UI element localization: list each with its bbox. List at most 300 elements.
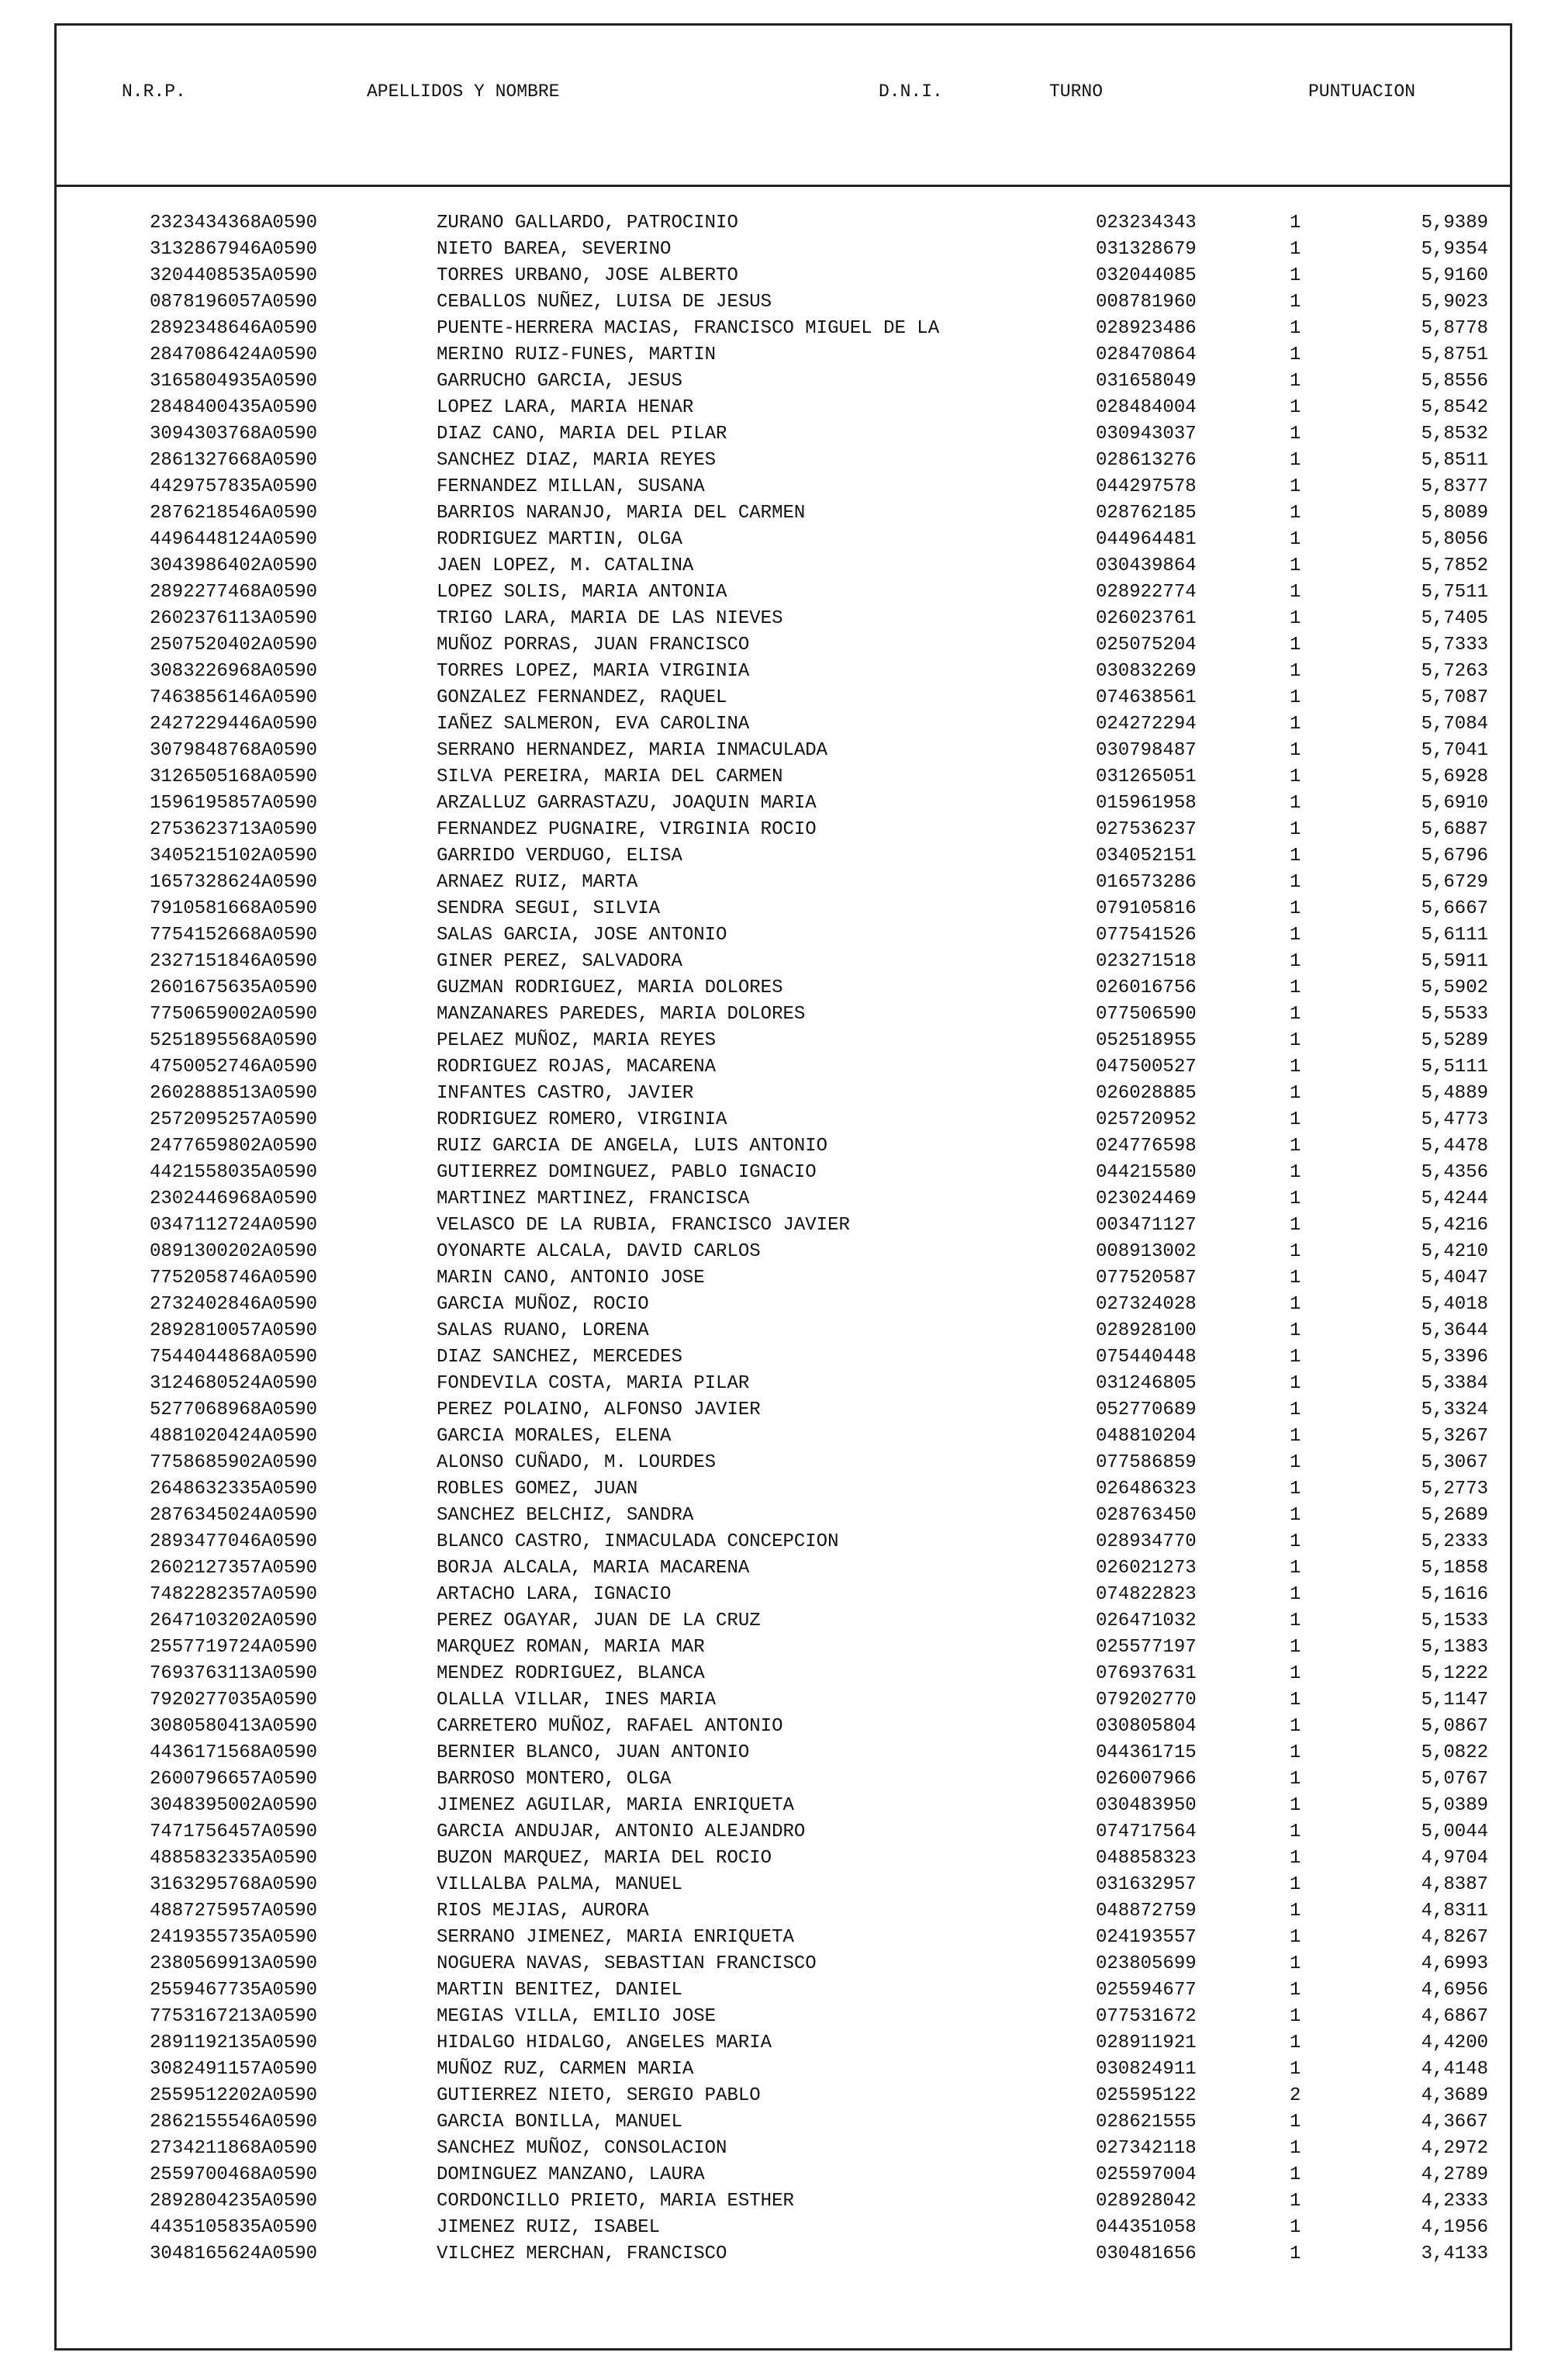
table-row bbox=[57, 289, 1510, 316]
cell-puntuacion: 5,9023 bbox=[1421, 292, 1488, 313]
table-row bbox=[57, 659, 1510, 685]
cell-puntuacion: 4,8387 bbox=[1421, 1874, 1488, 1895]
cell-nrp: 2572095257A0590 bbox=[150, 1109, 318, 1130]
cell-name: ARTACHO LARA, IGNACIO bbox=[437, 1584, 672, 1605]
table-row bbox=[57, 685, 1510, 711]
table-row bbox=[57, 1872, 1510, 1898]
cell-dni: 031328679 bbox=[1096, 239, 1197, 260]
cell-nrp: 2559700468A0590 bbox=[150, 2164, 318, 2185]
cell-turno: 1 bbox=[1290, 1637, 1301, 1658]
cell-puntuacion: 5,8542 bbox=[1421, 397, 1488, 418]
cell-turno: 1 bbox=[1290, 555, 1301, 576]
cell-nrp: 2602888513A0590 bbox=[150, 1083, 318, 1104]
cell-name: VELASCO DE LA RUBIA, FRANCISCO JAVIER bbox=[437, 1215, 850, 1236]
cell-nrp: 3163295768A0590 bbox=[150, 1874, 318, 1895]
cell-dni: 031632957 bbox=[1096, 1874, 1197, 1895]
cell-dni: 075440448 bbox=[1096, 1347, 1197, 1368]
cell-nrp: 0878196057A0590 bbox=[150, 292, 318, 313]
cell-name: GARRIDO VERDUGO, ELISA bbox=[437, 846, 682, 867]
cell-turno: 1 bbox=[1290, 2112, 1301, 2133]
cell-turno: 1 bbox=[1290, 1927, 1301, 1948]
cell-name: JAEN LOPEZ, M. CATALINA bbox=[437, 555, 694, 576]
cell-puntuacion: 5,6928 bbox=[1421, 766, 1488, 787]
table-row bbox=[57, 1001, 1510, 1028]
table-row bbox=[57, 817, 1510, 843]
cell-turno: 1 bbox=[1290, 872, 1301, 893]
cell-name: MUÑOZ RUZ, CARMEN MARIA bbox=[437, 2059, 694, 2080]
table-row bbox=[57, 1371, 1510, 1397]
cell-dni: 030481656 bbox=[1096, 2243, 1197, 2264]
cell-name: CEBALLOS NUÑEZ, LUISA DE JESUS bbox=[437, 292, 772, 313]
table-row bbox=[57, 2136, 1510, 2162]
cell-puntuacion: 5,8556 bbox=[1421, 371, 1488, 392]
table-row bbox=[57, 1344, 1510, 1371]
cell-puntuacion: 4,4148 bbox=[1421, 2059, 1488, 2080]
cell-dni: 077541526 bbox=[1096, 925, 1197, 946]
cell-puntuacion: 4,6956 bbox=[1421, 1980, 1488, 2001]
cell-dni: 015961958 bbox=[1096, 793, 1197, 814]
cell-puntuacion: 4,1956 bbox=[1421, 2217, 1488, 2238]
cell-puntuacion: 5,8511 bbox=[1421, 450, 1488, 471]
table-row bbox=[57, 474, 1510, 500]
cell-nrp: 2559512202A0590 bbox=[150, 2085, 318, 2106]
cell-turno: 1 bbox=[1290, 714, 1301, 735]
cell-nrp: 2419355735A0590 bbox=[150, 1927, 318, 1948]
document-frame bbox=[54, 23, 1512, 2351]
cell-dni: 079202770 bbox=[1096, 1690, 1197, 1711]
table-body bbox=[57, 210, 1510, 2268]
cell-nrp: 2602376113A0590 bbox=[150, 608, 318, 629]
cell-turno: 1 bbox=[1290, 1901, 1301, 1922]
table-row bbox=[57, 237, 1510, 263]
cell-name: OLALLA VILLAR, INES MARIA bbox=[437, 1690, 717, 1711]
cell-name: TORRES URBANO, JOSE ALBERTO bbox=[437, 265, 738, 286]
cell-turno: 1 bbox=[1290, 1399, 1301, 1420]
cell-puntuacion: 4,6993 bbox=[1421, 1953, 1488, 1974]
cell-turno: 1 bbox=[1290, 1716, 1301, 1737]
cell-turno: 1 bbox=[1290, 292, 1301, 313]
cell-name: DOMINGUEZ MANZANO, LAURA bbox=[437, 2164, 705, 2185]
cell-dni: 025595122 bbox=[1096, 2085, 1197, 2106]
cell-name: INFANTES CASTRO, JAVIER bbox=[437, 1083, 694, 1104]
cell-name: MARQUEZ ROMAN, MARIA MAR bbox=[437, 1637, 705, 1658]
cell-puntuacion: 5,8377 bbox=[1421, 476, 1488, 497]
cell-nrp: 2876345024A0590 bbox=[150, 1505, 318, 1526]
table-row bbox=[57, 368, 1510, 395]
table-row bbox=[57, 2030, 1510, 2057]
cell-turno: 1 bbox=[1290, 2059, 1301, 2080]
cell-name: GONZALEZ FERNANDEZ, RAQUEL bbox=[437, 687, 727, 708]
cell-dni: 028928100 bbox=[1096, 1320, 1197, 1341]
cell-puntuacion: 4,2972 bbox=[1421, 2138, 1488, 2159]
cell-name: GARCIA MORALES, ELENA bbox=[437, 1426, 672, 1447]
cell-turno: 1 bbox=[1290, 925, 1301, 946]
cell-puntuacion: 5,3324 bbox=[1421, 1399, 1488, 1420]
cell-name: LOPEZ LARA, MARIA HENAR bbox=[437, 397, 694, 418]
cell-dni: 031658049 bbox=[1096, 371, 1197, 392]
cell-puntuacion: 5,6887 bbox=[1421, 819, 1488, 840]
cell-turno: 1 bbox=[1290, 766, 1301, 787]
cell-name: BUZON MARQUEZ, MARIA DEL ROCIO bbox=[437, 1848, 772, 1869]
cell-turno: 1 bbox=[1290, 1083, 1301, 1104]
cell-turno: 1 bbox=[1290, 344, 1301, 365]
cell-puntuacion: 5,0389 bbox=[1421, 1795, 1488, 1816]
cell-turno: 1 bbox=[1290, 1188, 1301, 1209]
cell-puntuacion: 5,7084 bbox=[1421, 714, 1488, 735]
table-row bbox=[57, 342, 1510, 368]
table-row bbox=[57, 711, 1510, 738]
cell-puntuacion: 5,1533 bbox=[1421, 1610, 1488, 1631]
table-row bbox=[57, 1635, 1510, 1661]
cell-nrp: 4881020424A0590 bbox=[150, 1426, 318, 1447]
table-row bbox=[57, 1819, 1510, 1846]
cell-nrp: 0347112724A0590 bbox=[150, 1215, 318, 1236]
cell-name: IAÑEZ SALMERON, EVA CAROLINA bbox=[437, 714, 750, 735]
cell-turno: 1 bbox=[1290, 450, 1301, 471]
cell-name: VILCHEZ MERCHAN, FRANCISCO bbox=[437, 2243, 727, 2264]
cell-turno: 1 bbox=[1290, 1373, 1301, 1394]
cell-name: FONDEVILA COSTA, MARIA PILAR bbox=[437, 1373, 750, 1394]
cell-dni: 048810204 bbox=[1096, 1426, 1197, 1447]
cell-turno: 1 bbox=[1290, 1426, 1301, 1447]
cell-dni: 027536237 bbox=[1096, 819, 1197, 840]
cell-dni: 028484004 bbox=[1096, 397, 1197, 418]
table-row bbox=[57, 448, 1510, 474]
table-row bbox=[57, 395, 1510, 421]
cell-nrp: 2602127357A0590 bbox=[150, 1558, 318, 1579]
cell-name: JIMENEZ RUIZ, ISABEL bbox=[437, 2217, 661, 2238]
cell-puntuacion: 4,2333 bbox=[1421, 2191, 1488, 2212]
cell-puntuacion: 5,2773 bbox=[1421, 1479, 1488, 1500]
cell-nrp: 2734211868A0590 bbox=[150, 2138, 318, 2159]
table-row bbox=[57, 1555, 1510, 1582]
table-row bbox=[57, 1529, 1510, 1555]
cell-dni: 074822823 bbox=[1096, 1584, 1197, 1605]
table-row bbox=[57, 500, 1510, 527]
cell-turno: 1 bbox=[1290, 1531, 1301, 1552]
cell-nrp: 1596195857A0590 bbox=[150, 793, 318, 814]
cell-puntuacion: 5,4216 bbox=[1421, 1215, 1488, 1236]
table-row bbox=[57, 790, 1510, 817]
cell-turno: 1 bbox=[1290, 318, 1301, 339]
cell-nrp: 3094303768A0590 bbox=[150, 424, 318, 445]
cell-dni: 003471127 bbox=[1096, 1215, 1197, 1236]
cell-name: SENDRA SEGUI, SILVIA bbox=[437, 898, 661, 919]
cell-name: RODRIGUEZ ROJAS, MACARENA bbox=[437, 1057, 717, 1078]
cell-puntuacion: 4,8311 bbox=[1421, 1901, 1488, 1922]
table-row bbox=[57, 1476, 1510, 1503]
cell-dni: 030805804 bbox=[1096, 1716, 1197, 1737]
cell-name: SALAS RUANO, LORENA bbox=[437, 1320, 649, 1341]
cell-dni: 028923486 bbox=[1096, 318, 1197, 339]
table-row bbox=[57, 1951, 1510, 1977]
cell-puntuacion: 5,6910 bbox=[1421, 793, 1488, 814]
cell-name: BARRIOS NARANJO, MARIA DEL CARMEN bbox=[437, 503, 806, 524]
cell-dni: 023271518 bbox=[1096, 951, 1197, 972]
cell-nrp: 3126505168A0590 bbox=[150, 766, 318, 787]
table-row bbox=[57, 421, 1510, 448]
cell-name: SERRANO HERNANDEZ, MARIA INMACULADA bbox=[437, 740, 828, 761]
cell-dni: 016573286 bbox=[1096, 872, 1197, 893]
cell-turno: 1 bbox=[1290, 1030, 1301, 1051]
cell-puntuacion: 5,7511 bbox=[1421, 582, 1488, 603]
cell-dni: 030439864 bbox=[1096, 555, 1197, 576]
cell-puntuacion: 5,4018 bbox=[1421, 1294, 1488, 1315]
cell-nrp: 7693763113A0590 bbox=[150, 1663, 318, 1684]
table-row bbox=[57, 1028, 1510, 1054]
cell-puntuacion: 5,7087 bbox=[1421, 687, 1488, 708]
table-row bbox=[57, 764, 1510, 790]
cell-turno: 1 bbox=[1290, 476, 1301, 497]
cell-nrp: 2427229446A0590 bbox=[150, 714, 318, 735]
cell-turno: 1 bbox=[1290, 1610, 1301, 1631]
cell-nrp: 2893477046A0590 bbox=[150, 1531, 318, 1552]
cell-puntuacion: 5,9354 bbox=[1421, 239, 1488, 260]
table-row bbox=[57, 949, 1510, 975]
cell-nrp: 2848400435A0590 bbox=[150, 397, 318, 418]
header-nrp: N.R.P. bbox=[122, 81, 186, 102]
table-row bbox=[57, 1107, 1510, 1133]
cell-name: CORDONCILLO PRIETO, MARIA ESTHER bbox=[437, 2191, 794, 2212]
cell-turno: 1 bbox=[1290, 661, 1301, 682]
cell-name: GARCIA MUÑOZ, ROCIO bbox=[437, 1294, 649, 1315]
cell-dni: 030483950 bbox=[1096, 1795, 1197, 1816]
table-row bbox=[57, 2188, 1510, 2215]
table-row bbox=[57, 1054, 1510, 1081]
cell-nrp: 7750659002A0590 bbox=[150, 1004, 318, 1025]
cell-nrp: 3082491157A0590 bbox=[150, 2059, 318, 2080]
table-row bbox=[57, 1977, 1510, 2004]
cell-turno: 1 bbox=[1290, 2006, 1301, 2027]
cell-dni: 026007966 bbox=[1096, 1769, 1197, 1790]
table-row bbox=[57, 553, 1510, 579]
cell-dni: 026016756 bbox=[1096, 977, 1197, 998]
cell-puntuacion: 5,8532 bbox=[1421, 424, 1488, 445]
cell-turno: 1 bbox=[1290, 529, 1301, 550]
cell-dni: 028928042 bbox=[1096, 2191, 1197, 2212]
cell-name: RODRIGUEZ ROMERO, VIRGINIA bbox=[437, 1109, 727, 1130]
cell-nrp: 3048165624A0590 bbox=[150, 2243, 318, 2264]
cell-name: GARCIA ANDUJAR, ANTONIO ALEJANDRO bbox=[437, 1821, 806, 1842]
cell-puntuacion: 5,4478 bbox=[1421, 1136, 1488, 1157]
cell-nrp: 5251895568A0590 bbox=[150, 1030, 318, 1051]
cell-name: ALONSO CUÑADO, M. LOURDES bbox=[437, 1452, 717, 1473]
cell-nrp: 3083226968A0590 bbox=[150, 661, 318, 682]
cell-nrp: 3405215102A0590 bbox=[150, 846, 318, 867]
cell-dni: 027324028 bbox=[1096, 1294, 1197, 1315]
cell-turno: 1 bbox=[1290, 740, 1301, 761]
cell-nrp: 2876218546A0590 bbox=[150, 503, 318, 524]
table-row bbox=[57, 1424, 1510, 1450]
cell-dni: 023024469 bbox=[1096, 1188, 1197, 1209]
cell-nrp: 7752058746A0590 bbox=[150, 1268, 318, 1289]
cell-turno: 1 bbox=[1290, 1558, 1301, 1579]
cell-name: HIDALGO HIDALGO, ANGELES MARIA bbox=[437, 2032, 772, 2053]
cell-puntuacion: 5,5111 bbox=[1421, 1057, 1488, 1078]
cell-nrp: 2891192135A0590 bbox=[150, 2032, 318, 2053]
table-row bbox=[57, 1265, 1510, 1292]
table-row bbox=[57, 606, 1510, 632]
table-row bbox=[57, 1687, 1510, 1714]
cell-puntuacion: 5,3644 bbox=[1421, 1320, 1488, 1341]
cell-turno: 1 bbox=[1290, 1136, 1301, 1157]
cell-dni: 028762185 bbox=[1096, 503, 1197, 524]
cell-puntuacion: 5,4356 bbox=[1421, 1162, 1488, 1183]
cell-puntuacion: 5,7852 bbox=[1421, 555, 1488, 576]
cell-puntuacion: 5,6667 bbox=[1421, 898, 1488, 919]
table-row bbox=[57, 870, 1510, 896]
cell-turno: 1 bbox=[1290, 2138, 1301, 2159]
table-row bbox=[57, 896, 1510, 922]
cell-nrp: 2559467735A0590 bbox=[150, 1980, 318, 2001]
cell-dni: 028470864 bbox=[1096, 344, 1197, 365]
cell-puntuacion: 4,8267 bbox=[1421, 1927, 1488, 1948]
table-row bbox=[57, 1925, 1510, 1951]
cell-nrp: 2601675635A0590 bbox=[150, 977, 318, 998]
cell-turno: 1 bbox=[1290, 977, 1301, 998]
cell-nrp: 3043986402A0590 bbox=[150, 555, 318, 576]
table-row bbox=[57, 1740, 1510, 1766]
table-row bbox=[57, 632, 1510, 659]
cell-turno: 1 bbox=[1290, 687, 1301, 708]
cell-turno: 1 bbox=[1290, 1690, 1301, 1711]
cell-name: RUIZ GARCIA DE ANGELA, LUIS ANTONIO bbox=[437, 1136, 828, 1157]
cell-name: SANCHEZ BELCHIZ, SANDRA bbox=[437, 1505, 694, 1526]
cell-dni: 025720952 bbox=[1096, 1109, 1197, 1130]
cell-turno: 1 bbox=[1290, 1268, 1301, 1289]
cell-puntuacion: 5,7405 bbox=[1421, 608, 1488, 629]
cell-nrp: 7463856146A0590 bbox=[150, 687, 318, 708]
cell-name: BORJA ALCALA, MARIA MACARENA bbox=[437, 1558, 750, 1579]
cell-nrp: 2892810057A0590 bbox=[150, 1320, 318, 1341]
cell-name: GUTIERREZ DOMINGUEZ, PABLO IGNACIO bbox=[437, 1162, 817, 1183]
cell-turno: 1 bbox=[1290, 1347, 1301, 1368]
cell-dni: 034052151 bbox=[1096, 846, 1197, 867]
cell-nrp: 2647103202A0590 bbox=[150, 1610, 318, 1631]
cell-name: MUÑOZ PORRAS, JUAN FRANCISCO bbox=[437, 635, 750, 656]
cell-name: JIMENEZ AGUILAR, MARIA ENRIQUETA bbox=[437, 1795, 794, 1816]
cell-turno: 1 bbox=[1290, 1505, 1301, 1526]
cell-turno: 1 bbox=[1290, 1980, 1301, 2001]
cell-dni: 028934770 bbox=[1096, 1531, 1197, 1552]
cell-name: GUTIERREZ NIETO, SERGIO PABLO bbox=[437, 2085, 761, 2106]
cell-turno: 1 bbox=[1290, 2164, 1301, 2185]
cell-dni: 030798487 bbox=[1096, 740, 1197, 761]
table-row bbox=[57, 2162, 1510, 2188]
cell-nrp: 5277068968A0590 bbox=[150, 1399, 318, 1420]
cell-dni: 077586859 bbox=[1096, 1452, 1197, 1473]
cell-puntuacion: 5,3384 bbox=[1421, 1373, 1488, 1394]
cell-dni: 024272294 bbox=[1096, 714, 1197, 735]
cell-nrp: 3124680524A0590 bbox=[150, 1373, 318, 1394]
cell-puntuacion: 5,4889 bbox=[1421, 1083, 1488, 1104]
cell-dni: 044297578 bbox=[1096, 476, 1197, 497]
cell-name: ARNAEZ RUIZ, MARTA bbox=[437, 872, 638, 893]
cell-name: PEREZ POLAINO, ALFONSO JAVIER bbox=[437, 1399, 761, 1420]
cell-name: MARTIN BENITEZ, DANIEL bbox=[437, 1980, 682, 2001]
cell-name: GARCIA BONILLA, MANUEL bbox=[437, 2112, 682, 2133]
cell-nrp: 4496448124A0590 bbox=[150, 529, 318, 550]
cell-nrp: 4885832335A0590 bbox=[150, 1848, 318, 1869]
cell-nrp: 2862155546A0590 bbox=[150, 2112, 318, 2133]
cell-turno: 1 bbox=[1290, 1241, 1301, 1262]
cell-puntuacion: 5,5533 bbox=[1421, 1004, 1488, 1025]
table-row bbox=[57, 1450, 1510, 1476]
cell-dni: 024776598 bbox=[1096, 1136, 1197, 1157]
cell-turno: 1 bbox=[1290, 424, 1301, 445]
cell-dni: 028613276 bbox=[1096, 450, 1197, 471]
cell-name: DIAZ SANCHEZ, MERCEDES bbox=[437, 1347, 682, 1368]
cell-dni: 077520587 bbox=[1096, 1268, 1197, 1289]
cell-name: LOPEZ SOLIS, MARIA ANTONIA bbox=[437, 582, 727, 603]
table-row bbox=[57, 1503, 1510, 1529]
cell-dni: 008781960 bbox=[1096, 292, 1197, 313]
table-row bbox=[57, 2215, 1510, 2241]
cell-dni: 044215580 bbox=[1096, 1162, 1197, 1183]
cell-puntuacion: 4,6867 bbox=[1421, 2006, 1488, 2027]
cell-dni: 026486323 bbox=[1096, 1479, 1197, 1500]
cell-name: OYONARTE ALCALA, DAVID CARLOS bbox=[437, 1241, 761, 1262]
cell-puntuacion: 5,6729 bbox=[1421, 872, 1488, 893]
cell-puntuacion: 5,7333 bbox=[1421, 635, 1488, 656]
table-row bbox=[57, 1582, 1510, 1608]
cell-name: VILLALBA PALMA, MANUEL bbox=[437, 1874, 682, 1895]
cell-dni: 032044085 bbox=[1096, 265, 1197, 286]
cell-nrp: 4435105835A0590 bbox=[150, 2217, 318, 2238]
table-row bbox=[57, 738, 1510, 764]
cell-nrp: 4436171568A0590 bbox=[150, 1742, 318, 1763]
cell-name: PEREZ OGAYAR, JUAN DE LA CRUZ bbox=[437, 1610, 761, 1631]
cell-name: SALAS GARCIA, JOSE ANTONIO bbox=[437, 925, 727, 946]
cell-nrp: 2892348646A0590 bbox=[150, 318, 318, 339]
cell-name: GARRUCHO GARCIA, JESUS bbox=[437, 371, 682, 392]
cell-name: MEGIAS VILLA, EMILIO JOSE bbox=[437, 2006, 717, 2027]
cell-dni: 028922774 bbox=[1096, 582, 1197, 603]
cell-nrp: 2323434368A0590 bbox=[150, 213, 318, 234]
cell-name: FERNANDEZ MILLAN, SUSANA bbox=[437, 476, 705, 497]
cell-name: ROBLES GOMEZ, JUAN bbox=[437, 1479, 638, 1500]
cell-puntuacion: 5,2689 bbox=[1421, 1505, 1488, 1526]
cell-nrp: 2327151846A0590 bbox=[150, 951, 318, 972]
cell-puntuacion: 5,0822 bbox=[1421, 1742, 1488, 1763]
cell-name: BERNIER BLANCO, JUAN ANTONIO bbox=[437, 1742, 750, 1763]
table-row bbox=[57, 843, 1510, 870]
cell-turno: 1 bbox=[1290, 846, 1301, 867]
cell-turno: 1 bbox=[1290, 1452, 1301, 1473]
table-row bbox=[57, 975, 1510, 1001]
cell-nrp: 4750052746A0590 bbox=[150, 1057, 318, 1078]
cell-nrp: 3079848768A0590 bbox=[150, 740, 318, 761]
cell-nrp: 3204408535A0590 bbox=[150, 265, 318, 286]
cell-turno: 1 bbox=[1290, 1109, 1301, 1130]
cell-nrp: 7753167213A0590 bbox=[150, 2006, 318, 2027]
cell-dni: 030824911 bbox=[1096, 2059, 1197, 2080]
cell-name: MARIN CANO, ANTONIO JOSE bbox=[437, 1268, 705, 1289]
cell-puntuacion: 5,4773 bbox=[1421, 1109, 1488, 1130]
cell-turno: 1 bbox=[1290, 1821, 1301, 1842]
cell-dni: 030832269 bbox=[1096, 661, 1197, 682]
cell-dni: 026471032 bbox=[1096, 1610, 1197, 1631]
cell-turno: 1 bbox=[1290, 1479, 1301, 1500]
cell-nrp: 0891300202A0590 bbox=[150, 1241, 318, 1262]
cell-turno: 1 bbox=[1290, 582, 1301, 603]
cell-nrp: 7482282357A0590 bbox=[150, 1584, 318, 1605]
cell-turno: 1 bbox=[1290, 1663, 1301, 1684]
cell-puntuacion: 5,4047 bbox=[1421, 1268, 1488, 1289]
cell-puntuacion: 5,7263 bbox=[1421, 661, 1488, 682]
cell-name: TRIGO LARA, MARIA DE LAS NIEVES bbox=[437, 608, 783, 629]
cell-turno: 1 bbox=[1290, 898, 1301, 919]
